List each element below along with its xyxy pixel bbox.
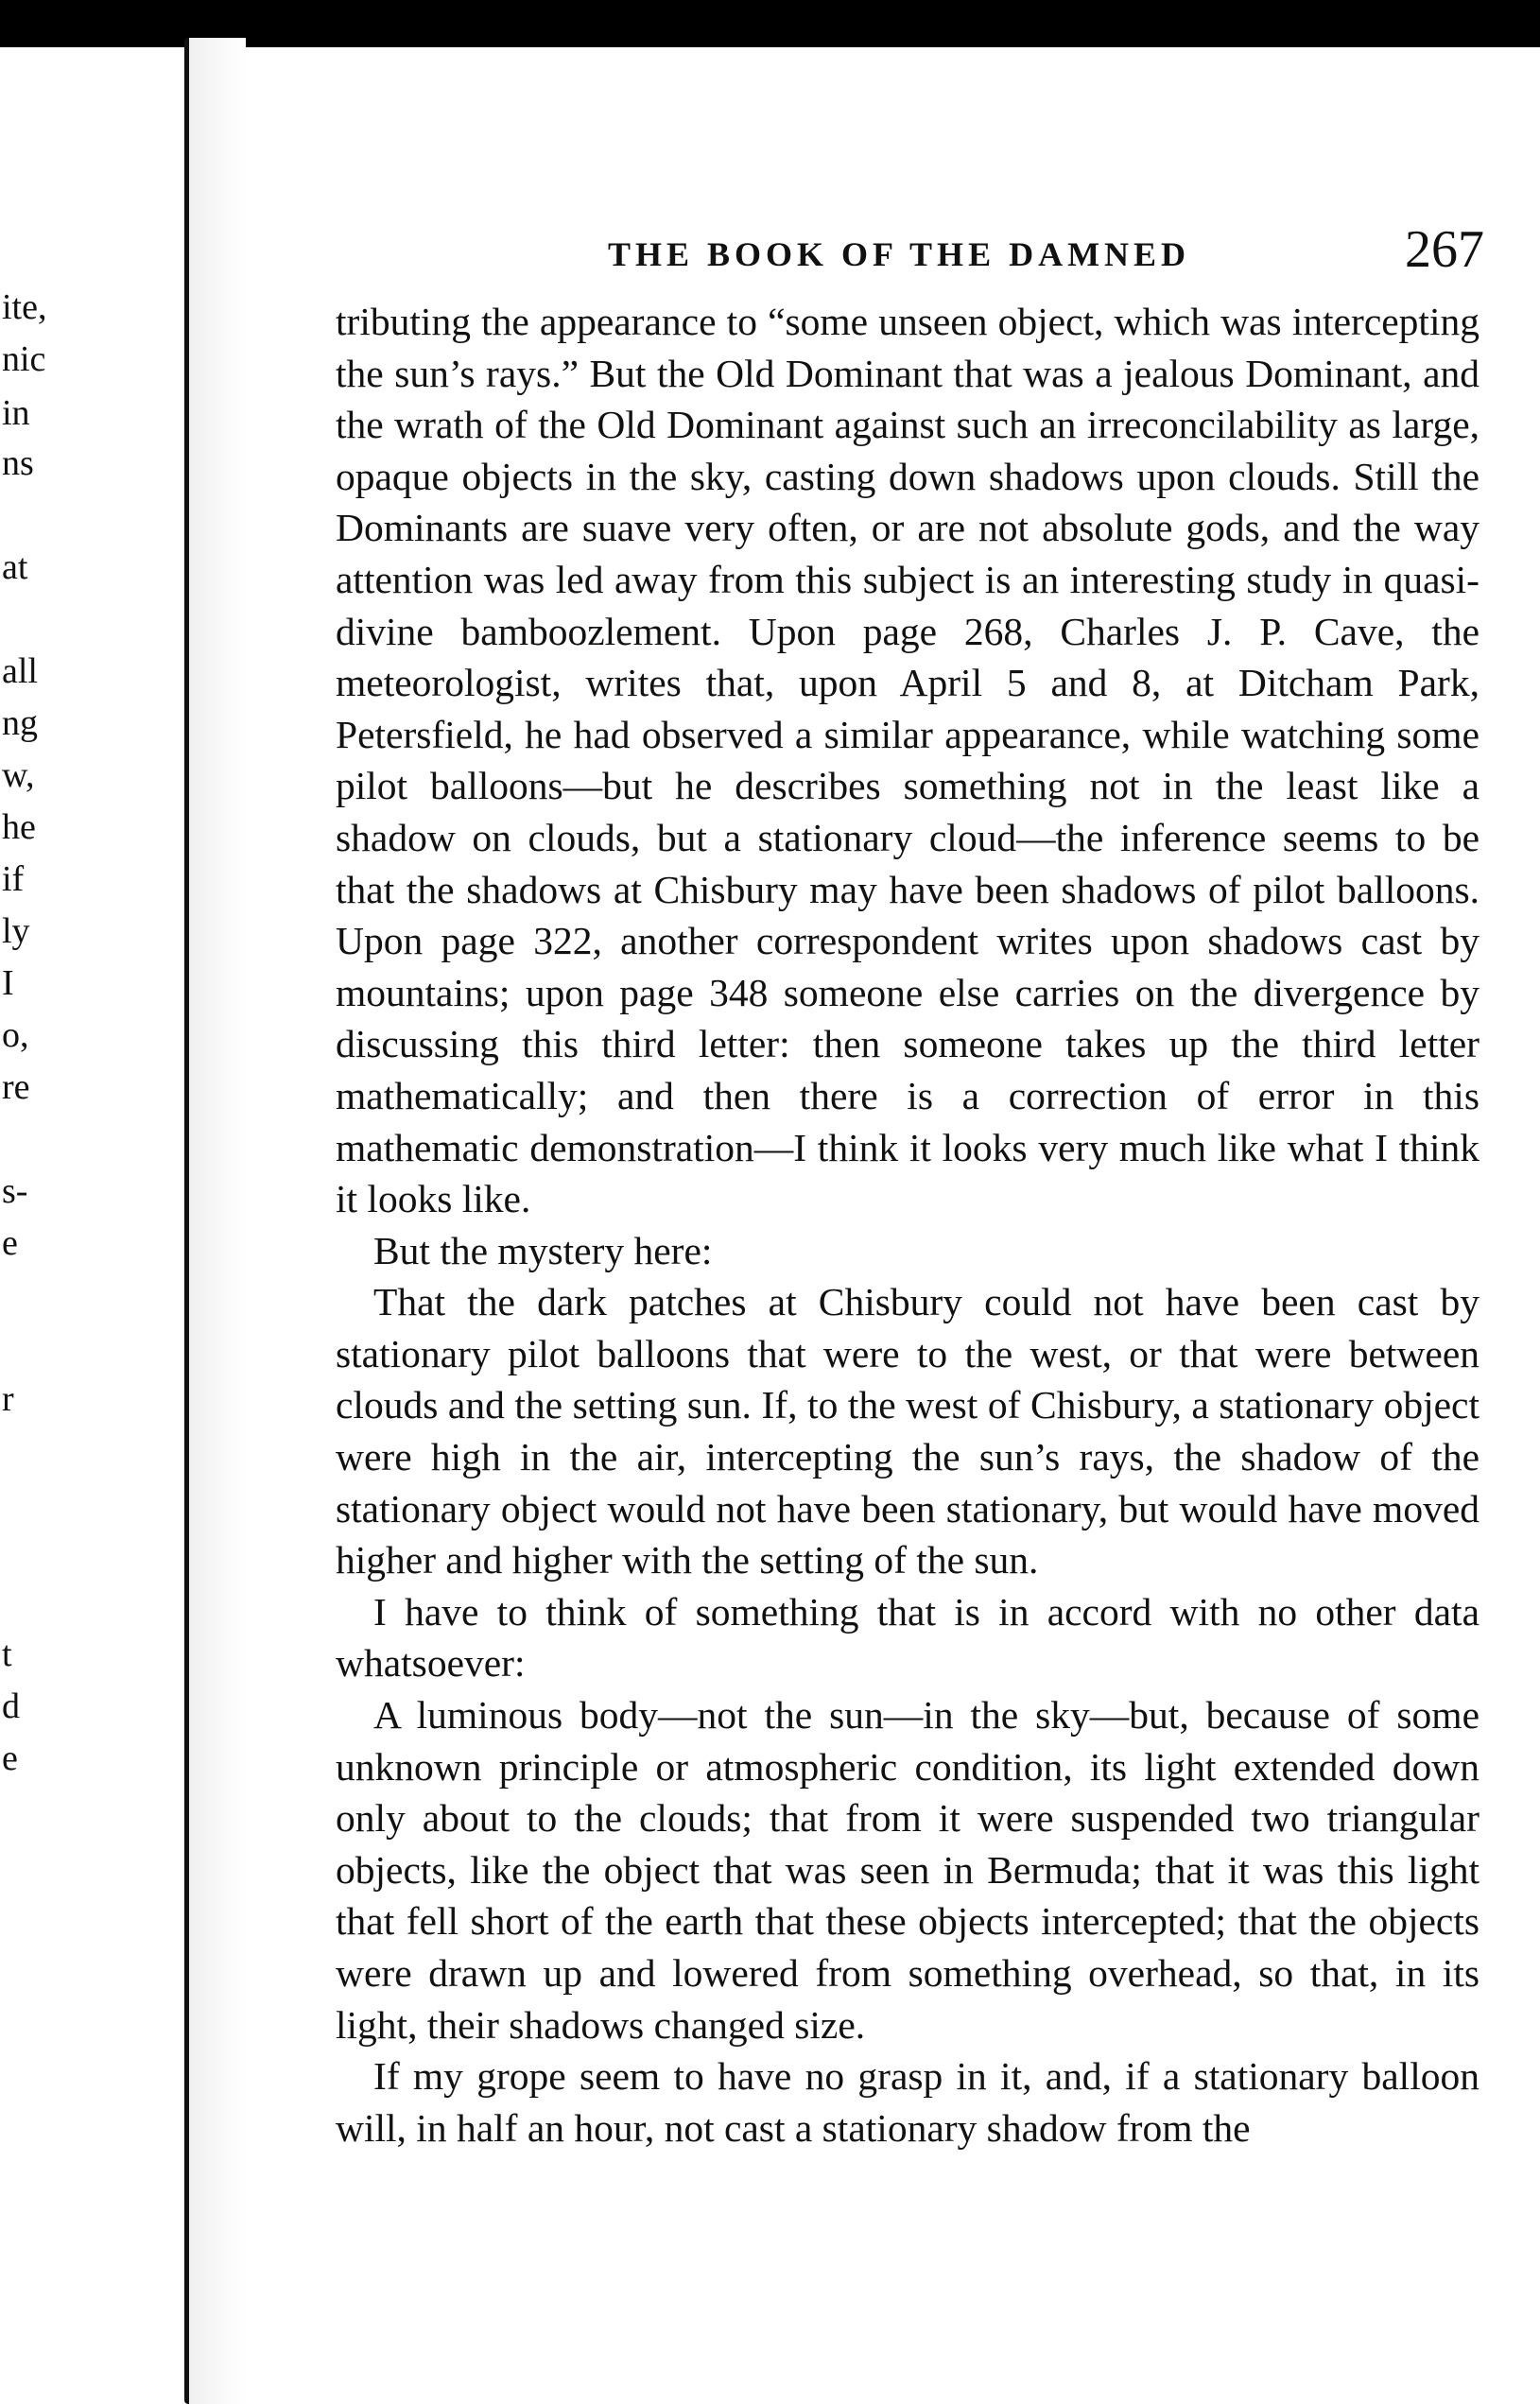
facing-page-text: t <box>2 1634 12 1674</box>
paragraph: A luminous body—not the sun—in the sky—but, because of some unknown principle or atmospheric condition, its light extended down only about to the clouds; that from it were suspended two triangular objects, like the object that was seen in Bermuda; that it was this light that fell short of the earth that these objects intercepted; that the objects were drawn up and lowered from something overhead, so that, in its light, their shadows changed size. <box>336 1693 1479 2047</box>
page-number: 267 <box>1405 220 1484 279</box>
facing-page-text: e <box>2 1223 18 1263</box>
body-text <box>336 296 1479 2153</box>
facing-page-fragment <box>0 47 180 2404</box>
facing-page-text: o, <box>2 1015 29 1055</box>
running-title: THE BOOK OF THE DAMNED <box>608 235 1191 273</box>
facing-page-text: I <box>2 963 14 1003</box>
facing-page-text: in <box>2 393 30 433</box>
facing-page-text: d <box>2 1686 20 1726</box>
paragraph: But the mystery here: <box>373 1228 713 1272</box>
gutter-shading <box>189 38 246 2404</box>
facing-page-text: ite, <box>2 287 47 327</box>
facing-page-text: e <box>2 1738 18 1778</box>
paragraph: I have to think of something that is in accord with no other data whatsoever: <box>336 1589 1479 1686</box>
paragraph: That the dark patches at Chisbury could not have been cast by stationary pilot balloons that were to the west, or that were between clouds and the setting sun. If, to the west of Chisbury, a stationary object were high in the air, intercepting the sun’s rays, the shadow of the stationary object would not have been stationary, but would have moved higher and higher with the setting of the sun. <box>336 1280 1479 1582</box>
facing-page-text: he <box>2 807 36 847</box>
facing-page-text: w, <box>2 755 35 795</box>
facing-page-text: ns <box>2 443 34 483</box>
facing-page-text: re <box>2 1067 30 1107</box>
facing-page-text: nic <box>2 339 46 379</box>
facing-page-text: if <box>2 859 25 899</box>
facing-page-text: r <box>2 1379 14 1419</box>
paragraph: tributing the appearance to “some unseen object, which was intercepting the sun’s rays.” But the Old Dominant that was a jealous Dominant, and the wrath of the Old Dominant against such an irreconcilability as large, opaque objects in the sky, casting down shadows upon clouds. Still the Dominants are suave very often, or are not absolute gods, and the way attention was led away from this subject is an interesting study in quasi-divine bamboozlement. Upon page 268, Charles J. P. Cave, the meteorologist, writes that, upon April 5 and 8, at Ditcham Park, Petersfield, he had observed a similar appearance, while watching some pilot balloons—but he describes something not in the least like a shadow on clouds, but a stationary cloud—the inference seems to be that the shadows at Chisbury may have been shadows of pilot balloons. Upon page 322, another correspondent writes upon shadows cast by mountains; upon page 348 someone else carries on the divergence by discussing this third letter: then someone takes up the third letter mathematically; and then there is a correction of error in this mathematic demonstration—I think it looks very much like what I think it looks like. <box>336 300 1479 1221</box>
facing-page-text: ly <box>2 911 30 951</box>
facing-page-text: ng <box>2 703 38 743</box>
page-header <box>336 220 1484 284</box>
facing-page-text: at <box>2 547 28 587</box>
paragraph: If my grope seem to have no grasp in it, and, if a stationary balloon will, in half an hour, not cast a stationary shadow from the <box>336 2054 1479 2150</box>
facing-page-text: all <box>2 651 38 691</box>
facing-page-text: s- <box>2 1171 28 1211</box>
